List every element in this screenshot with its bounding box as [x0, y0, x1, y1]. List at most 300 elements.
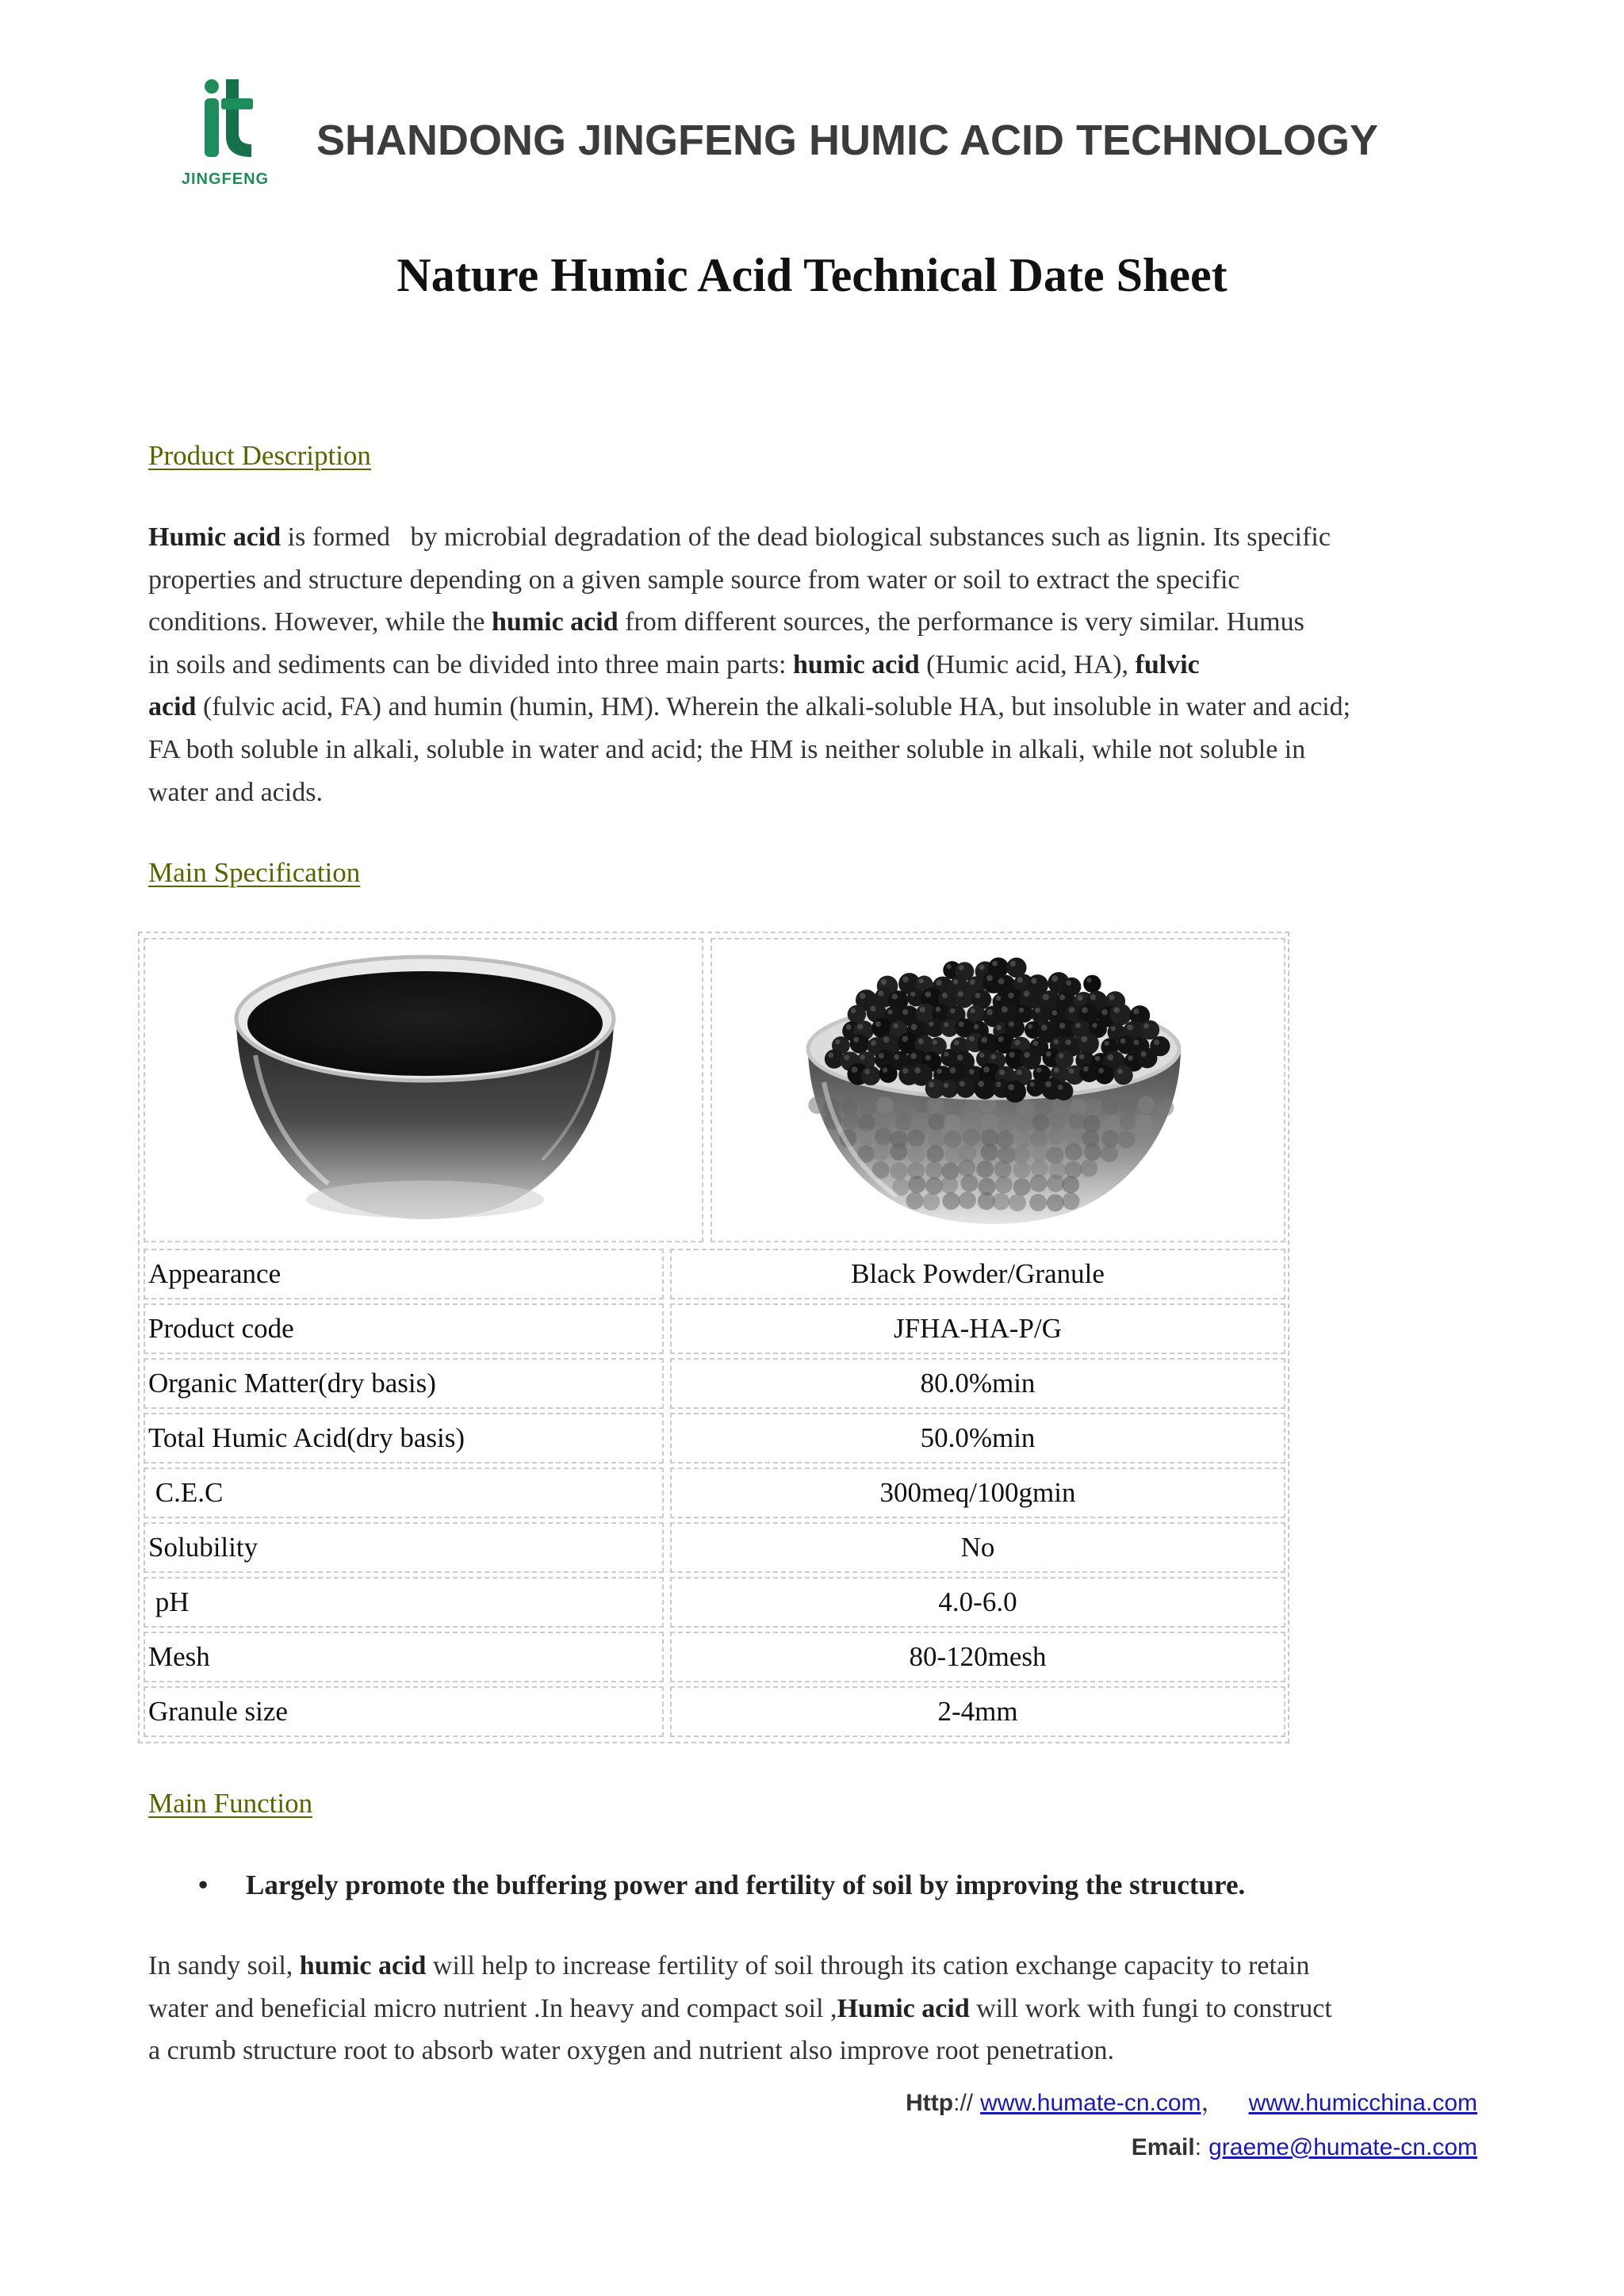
granule [1079, 1054, 1085, 1060]
granule [1004, 1081, 1026, 1103]
granule [1069, 1007, 1074, 1012]
spec-label: C.E.C [144, 1468, 664, 1518]
granule [1030, 1082, 1035, 1087]
granule [1045, 1081, 1051, 1088]
granule [895, 1113, 913, 1131]
text-run: (Humic acid, HA), [919, 649, 1136, 679]
granule [1031, 978, 1036, 983]
granule [1105, 1041, 1109, 1046]
granule [1054, 1081, 1073, 1100]
bold-term: humic acid [793, 649, 920, 679]
granule [1113, 1007, 1120, 1013]
granule [981, 1037, 987, 1043]
granule [1086, 978, 1091, 982]
spec-label: pH [144, 1577, 664, 1628]
granule [959, 1081, 965, 1087]
granule [933, 1040, 937, 1045]
granule [944, 1052, 948, 1057]
granule [950, 1067, 956, 1073]
granule [908, 1176, 925, 1193]
text-line [148, 771, 1350, 814]
granule [1051, 976, 1058, 982]
text-line [148, 1988, 1332, 2030]
black-powder-bowl-image [232, 952, 619, 1228]
email-link[interactable]: graeme@humate-cn.com [1208, 2134, 1477, 2160]
specification-rows [144, 1249, 1285, 1741]
granule [996, 1082, 1002, 1088]
granule [946, 1098, 963, 1115]
granule [1111, 1026, 1116, 1031]
granule [1028, 1024, 1032, 1029]
granule [1084, 1143, 1101, 1161]
spec-label: Total Humic Acid(dry basis) [144, 1413, 664, 1464]
granule [1101, 1009, 1108, 1016]
granule [1054, 1067, 1059, 1073]
granule [936, 1007, 941, 1012]
granule [861, 1066, 881, 1085]
granule [1134, 1039, 1139, 1045]
granule [1015, 1131, 1032, 1148]
granule [981, 1144, 998, 1161]
bold-term: acid [148, 692, 197, 722]
granule [906, 1192, 924, 1210]
granule [1014, 1040, 1020, 1046]
jingfeng-logo-icon [201, 76, 256, 162]
granule [959, 1192, 976, 1209]
granule [1075, 1023, 1081, 1028]
granule [850, 1034, 870, 1054]
granule [1127, 1024, 1132, 1030]
granule [864, 1069, 870, 1074]
granule [828, 1053, 833, 1058]
granule [1137, 1048, 1158, 1069]
granule [936, 1069, 941, 1073]
spec-row [144, 1303, 1285, 1354]
granule [929, 1021, 934, 1027]
granule [944, 1115, 961, 1132]
granule [995, 1176, 1013, 1193]
granule [860, 1099, 877, 1116]
footer-email-line [1132, 2133, 1477, 2162]
granule [976, 1161, 994, 1178]
granule [1052, 1010, 1058, 1016]
text-run: will help to increase fertility of soil through its cation exchange capacity to retain [426, 1951, 1310, 1980]
granule [1104, 1115, 1121, 1132]
granule [1031, 1160, 1048, 1177]
granule [879, 1065, 898, 1083]
granule [902, 1036, 909, 1043]
text-run: from different sources, the performance is very similar. Humus [618, 607, 1304, 637]
granule [1031, 1144, 1048, 1161]
text-line [148, 516, 1350, 559]
spec-label: Mesh [144, 1632, 664, 1682]
spec-row [144, 1577, 1285, 1628]
granule [1013, 1161, 1031, 1179]
text-run: In sandy soil, [148, 1951, 300, 1980]
spec-row [144, 1413, 1285, 1464]
granule [975, 993, 981, 998]
granule [918, 1039, 924, 1044]
spec-value: No [670, 1522, 1285, 1573]
spec-value: 80.0%min [670, 1358, 1285, 1409]
text-run: conditions. However, while the [148, 607, 492, 637]
text-run: will work with fungi to construct [969, 1993, 1332, 2023]
granule [890, 1143, 907, 1161]
granule [1065, 1143, 1082, 1161]
granule [1069, 1069, 1074, 1074]
granule [925, 1177, 943, 1195]
image-cell-granule [710, 938, 1285, 1242]
granule [963, 1128, 980, 1146]
granule [957, 1054, 963, 1061]
granule [1054, 1039, 1059, 1045]
page-title: Nature Humic Acid Technical Date Sheet [396, 249, 1228, 301]
granule [1080, 1160, 1097, 1177]
granule [979, 965, 984, 970]
text-line [148, 729, 1350, 771]
granule [1138, 1096, 1155, 1113]
granule [940, 1177, 958, 1194]
granule [994, 1161, 1012, 1178]
text-run: properties and structure depending on a given sample source from water or soil to extract the specific [148, 564, 1240, 595]
granule [969, 1069, 975, 1074]
granule [1114, 1066, 1133, 1085]
granule [1047, 1175, 1064, 1192]
granule [1135, 1114, 1152, 1131]
granule [892, 993, 898, 999]
text-line [148, 601, 1350, 644]
granule [944, 1131, 961, 1148]
granule [954, 988, 974, 1008]
granule [871, 1040, 876, 1046]
granule [870, 1006, 875, 1012]
spec-value: JFHA-HA-P/G [670, 1303, 1285, 1354]
granule [1109, 994, 1114, 1000]
granule [883, 1068, 887, 1073]
spec-row [144, 1358, 1285, 1409]
granule [1066, 981, 1071, 986]
website-link-humicchina[interactable]: www.humicchina.com [1248, 2090, 1477, 2116]
text-run: a crumb structure root to absorb water oxygen and nutrient also improve root penetration. [148, 2036, 1114, 2066]
granule [943, 1192, 960, 1210]
granule [910, 992, 915, 997]
granule [961, 1175, 979, 1192]
http-separator: :// [953, 2090, 974, 2116]
text-run: FA both soluble in alkali, soluble in water and acid; the HM is neither soluble in alkali, while not soluble in [148, 734, 1306, 764]
text-run: water and acids. [148, 777, 323, 807]
granule [846, 1024, 852, 1030]
granule [1077, 1033, 1099, 1055]
footer-website-line [906, 2089, 1477, 2118]
bullet-icon [198, 1869, 208, 1901]
spec-label: Appearance [144, 1249, 664, 1299]
granule [992, 1193, 1009, 1211]
granule [1086, 1098, 1103, 1115]
granule [1036, 1068, 1041, 1073]
granule [1081, 1036, 1087, 1043]
granule [910, 1053, 917, 1059]
granule [942, 993, 948, 998]
text-run: in soils and sediments can be divided into three main parts: [148, 649, 793, 679]
granule [944, 1022, 948, 1027]
granule [881, 979, 887, 985]
granule [911, 1113, 929, 1131]
granule [1128, 1055, 1133, 1061]
bold-term: Humic acid [837, 1993, 970, 2023]
granule [1101, 1145, 1118, 1162]
granule [986, 975, 993, 982]
granule-heap [825, 958, 1170, 1103]
granule [963, 1112, 981, 1129]
granule [1024, 991, 1030, 997]
granule [1120, 1039, 1126, 1044]
granule [1065, 1161, 1082, 1179]
granule [891, 1162, 908, 1180]
granule [998, 1114, 1015, 1131]
granule [1133, 1008, 1139, 1014]
granule [1082, 1007, 1088, 1013]
granule [894, 1054, 899, 1060]
section-heading-description: Product Description [148, 440, 371, 471]
granule [996, 1131, 1013, 1148]
granule [986, 1009, 993, 1016]
granule [1048, 1127, 1066, 1145]
text-line [148, 559, 1350, 602]
granule [1059, 1023, 1066, 1029]
company-name: SHANDONG JINGFENG HUMIC ACID TECHNOLOGY [316, 117, 1379, 164]
granule [1083, 1066, 1089, 1072]
granule [1030, 1175, 1048, 1192]
granule [1119, 1112, 1136, 1130]
granule [958, 1159, 975, 1177]
granule [1066, 1039, 1071, 1045]
granule [1033, 1041, 1039, 1047]
granule [853, 1037, 859, 1043]
granule [1049, 1112, 1067, 1130]
granule [1015, 1115, 1032, 1132]
text-run: water and beneficial micro nutrient .In heavy and compact soil , [148, 1993, 837, 2023]
granule [887, 1009, 892, 1014]
granule [1009, 1052, 1014, 1058]
granule [956, 1078, 975, 1098]
spec-row [144, 1686, 1285, 1737]
section-heading-function: Main Function [148, 1788, 313, 1819]
granule [996, 996, 1001, 1001]
granule [1068, 1112, 1086, 1130]
granule [914, 1067, 921, 1073]
granule [926, 1096, 944, 1114]
granule [1059, 994, 1065, 1000]
granule [999, 1070, 1005, 1075]
granule [842, 1112, 860, 1130]
granule [920, 1007, 925, 1012]
spec-value: 80-120mesh [670, 1632, 1285, 1682]
granule [902, 1009, 908, 1015]
text-line [148, 1945, 1332, 1988]
granule [925, 1161, 943, 1179]
website-link-humate-cn[interactable]: www.humate-cn.com [980, 2090, 1201, 2116]
granule [1008, 1084, 1014, 1090]
granule [911, 1024, 917, 1031]
granule [998, 978, 1005, 985]
granule [1008, 993, 1013, 998]
function-bullet-text: Largely promote the buffering power and fertility of soil by improving the structure. [246, 1869, 1246, 1900]
granule [1156, 1099, 1174, 1116]
logo-wordmark: JINGFENG [181, 170, 270, 188]
text-line [148, 686, 1350, 729]
granule [1013, 1178, 1031, 1196]
granule [947, 964, 952, 969]
granule [996, 1025, 1001, 1030]
granule [1047, 1146, 1064, 1164]
granule [852, 1066, 858, 1073]
granule [1083, 975, 1101, 993]
granule [1141, 1051, 1147, 1057]
granule [958, 991, 963, 997]
text-line [148, 644, 1350, 687]
granule [950, 1008, 956, 1014]
text-run: is formed by microbial degradation of the dead biological substances such as lignin. Its specific [281, 522, 1331, 552]
email-separator: : [1194, 2134, 1202, 2160]
spec-label: Organic Matter(dry basis) [144, 1358, 664, 1409]
granule [1140, 1020, 1160, 1040]
granule [919, 978, 924, 983]
granule [1120, 1097, 1137, 1115]
granule [978, 1081, 984, 1087]
black-granule-bowl-image [803, 955, 1184, 1228]
spec-row [144, 1522, 1285, 1573]
granule [1024, 1052, 1029, 1058]
granule [927, 1145, 944, 1162]
granule [1107, 1054, 1113, 1061]
bold-term: humic acid [299, 1951, 427, 1980]
granule [883, 1037, 890, 1043]
granule [1019, 1008, 1024, 1012]
granule [954, 1040, 959, 1046]
granule [845, 1054, 850, 1060]
spec-value: 300meq/100gmin [670, 1468, 1285, 1518]
granule [872, 1143, 890, 1161]
granule [835, 1039, 840, 1044]
granule [970, 1008, 975, 1014]
granule [902, 976, 909, 982]
granule [1101, 1130, 1119, 1147]
granule [907, 1130, 925, 1147]
granule [876, 1096, 894, 1114]
granule [1067, 1128, 1084, 1146]
granule [953, 979, 958, 984]
granule [1117, 1069, 1123, 1074]
spec-row [144, 1249, 1285, 1299]
granule [1035, 1098, 1052, 1115]
spec-label: Solubility [144, 1522, 664, 1573]
granule [1029, 1194, 1047, 1211]
granule [873, 1112, 891, 1129]
granule [851, 1008, 856, 1013]
granule [1032, 1114, 1049, 1131]
granule [1058, 1085, 1063, 1090]
granule [1101, 1097, 1119, 1115]
granule [1009, 1194, 1026, 1211]
granule [894, 1097, 911, 1115]
granule [928, 1131, 945, 1148]
granule [907, 1146, 925, 1163]
granule [858, 1128, 875, 1146]
granule [1118, 1131, 1136, 1148]
granule [1009, 1021, 1014, 1027]
granule [1032, 1004, 1051, 1024]
granule [1043, 994, 1049, 1001]
granule [1098, 1068, 1104, 1073]
granule [893, 1024, 898, 1028]
email-label: Email [1131, 2134, 1195, 2160]
image-cell-powder [144, 938, 703, 1242]
text-line [148, 2030, 1332, 2072]
granule [879, 1053, 884, 1058]
granule [857, 1024, 863, 1029]
granule [879, 991, 884, 997]
granule [925, 991, 932, 997]
spec-row [144, 1632, 1285, 1682]
spec-row [144, 1468, 1285, 1518]
spec-label: Product code [144, 1303, 664, 1354]
granule [1062, 1176, 1079, 1193]
granule [959, 965, 964, 970]
spec-value: 4.0-6.0 [670, 1577, 1285, 1628]
granule [979, 1053, 984, 1058]
granule [860, 993, 866, 999]
granule [1047, 1194, 1064, 1211]
granule [1077, 995, 1082, 1001]
granule [875, 1021, 881, 1027]
spec-value: Black Powder/Granule [670, 1249, 1285, 1299]
bold-term: fulvic [1135, 649, 1200, 679]
granule [1017, 1070, 1022, 1075]
granule [1095, 1056, 1101, 1062]
granule [940, 1080, 959, 1098]
granule [983, 1066, 990, 1073]
granule [1017, 978, 1023, 983]
granule [1002, 1006, 1008, 1012]
http-label: Http [906, 2090, 954, 2116]
text-run: (fulvic acid, FA) and humin (humin, HM). Wherein the alkali-soluble HA, but insoluble in water and acid; [196, 692, 1351, 722]
granule [991, 1054, 996, 1059]
granule [1041, 1024, 1048, 1031]
granule [1035, 1008, 1040, 1013]
granule [981, 1113, 998, 1131]
section-heading-specification: Main Specification [148, 857, 361, 888]
granule [1059, 1053, 1063, 1058]
granule [959, 1021, 964, 1027]
granule [1109, 1004, 1132, 1026]
granule [929, 1113, 946, 1131]
granule [922, 1193, 940, 1211]
granule [969, 1036, 975, 1042]
granule [925, 1055, 931, 1061]
link-separator: ， [1201, 2090, 1225, 2116]
granule [902, 1068, 908, 1073]
granule [936, 980, 942, 986]
spec-label: Granule size [144, 1686, 664, 1737]
granule [970, 979, 975, 985]
granule [1010, 961, 1016, 966]
function-paragraph [148, 1945, 1332, 2072]
bold-term: Humic acid [148, 522, 282, 552]
granule [929, 1082, 934, 1088]
granule [944, 1083, 948, 1088]
granule [1090, 994, 1096, 1000]
granule [1095, 1065, 1115, 1085]
